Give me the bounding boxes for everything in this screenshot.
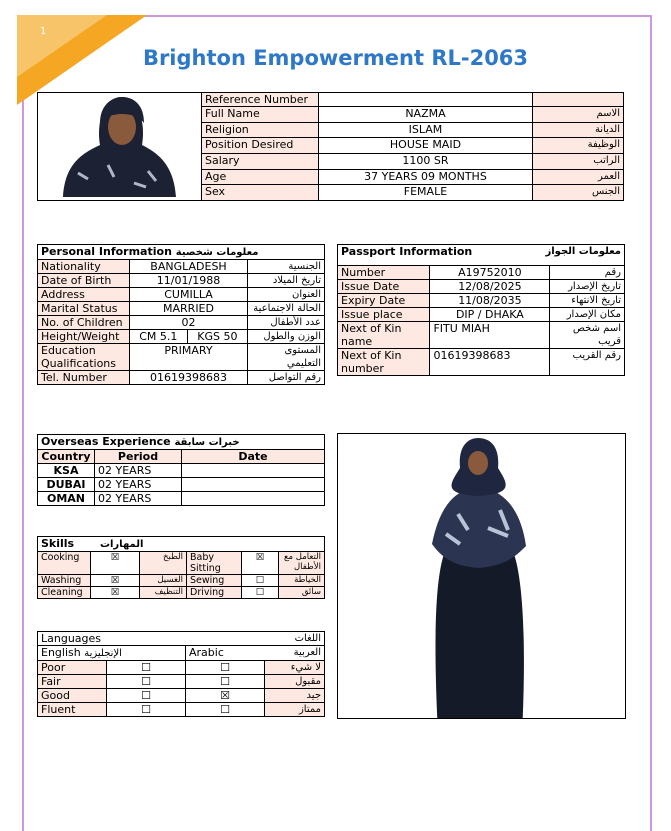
overseas-date <box>182 492 325 506</box>
dob-value: 11/01/1988 <box>130 274 248 288</box>
marital-value: MARRIED <box>130 302 248 316</box>
salary-ar: الراتب <box>533 153 624 169</box>
overseas-col-period: Period <box>95 450 182 464</box>
salary-value: 1100 SR <box>318 153 532 169</box>
weight-value: KGS 50 <box>187 330 247 344</box>
page-frame-left <box>22 15 24 831</box>
skill-checkbox[interactable]: ☐ <box>242 575 279 587</box>
kin-number-ar: رقم القريب <box>550 349 625 376</box>
overseas-country: OMAN <box>38 492 95 506</box>
english-checkbox[interactable]: ☐ <box>107 689 186 703</box>
language-level: Poor <box>38 661 107 675</box>
language-row <box>38 703 325 717</box>
english-header: English الإنجليزية <box>38 646 186 661</box>
arabic-checkbox[interactable]: ☐ <box>186 661 265 675</box>
issue-place-label: Issue place <box>338 308 430 322</box>
portrait-photo <box>38 93 201 197</box>
table-row <box>38 464 325 478</box>
issue-place-value: DIP / DHAKA <box>430 308 550 322</box>
ref-ar <box>533 93 624 107</box>
ref-value <box>318 93 532 107</box>
age-ar: العمر <box>533 169 624 185</box>
skills-heading: Skills المهارات <box>38 537 325 552</box>
skill-row <box>38 552 325 575</box>
address-label: Address <box>38 288 130 302</box>
skill-label: Cleaning <box>38 587 91 599</box>
overseas-date <box>182 478 325 492</box>
skill-label: Cooking <box>38 552 91 575</box>
language-row <box>38 675 325 689</box>
language-level: Fair <box>38 675 107 689</box>
skill-row <box>38 587 325 599</box>
name-value: NAZMA <box>318 107 532 123</box>
dob-label: Date of Birth <box>38 274 130 288</box>
full-body-figure-icon <box>338 434 625 719</box>
marital-ar: الحالة الاجتماعية <box>248 302 325 316</box>
education-label: Education Qualifications <box>38 344 130 371</box>
issue-date-ar: تاريخ الإصدار <box>550 280 625 294</box>
overseas-period: 02 YEARS <box>95 478 182 492</box>
skill-row <box>38 575 325 587</box>
language-level-ar: جيد <box>265 689 325 703</box>
skill-ar: التعامل مع الأطفال <box>279 552 325 575</box>
name-label: Full Name <box>202 107 319 123</box>
issue-date-label: Issue Date <box>338 280 430 294</box>
education-value: PRIMARY <box>130 344 248 371</box>
kin-ar: اسم شخص قريب <box>550 322 625 349</box>
skill-checkbox[interactable]: ☒ <box>91 552 140 575</box>
passport-info-table <box>337 244 625 376</box>
tel-label: Tel. Number <box>38 371 130 385</box>
language-level: Fluent <box>38 703 107 717</box>
language-level-ar: لا شيء <box>265 661 325 675</box>
religion-label: Religion <box>202 122 319 138</box>
ref-label: Reference Number <box>202 93 319 107</box>
expiry-date-label: Expiry Date <box>338 294 430 308</box>
sex-ar: الجنس <box>533 185 624 201</box>
sex-value: FEMALE <box>318 185 532 201</box>
table-row <box>38 492 325 506</box>
sex-label: Sex <box>202 185 319 201</box>
skills-table <box>37 536 325 599</box>
hw-ar: الوزن والطول <box>248 330 325 344</box>
skill-checkbox[interactable]: ☒ <box>91 587 140 599</box>
kin-number-label: Next of Kin number <box>338 349 430 376</box>
name-ar: الاسم <box>533 107 624 123</box>
position-ar: الوظيفة <box>533 138 624 154</box>
skill-label: Driving <box>187 587 242 599</box>
languages-heading-ar: اللغات <box>186 632 325 646</box>
language-level-ar: مقبول <box>265 675 325 689</box>
english-checkbox[interactable]: ☐ <box>107 675 186 689</box>
passport-number-label: Number <box>338 266 430 280</box>
page-frame-right <box>650 15 652 831</box>
overseas-heading: Overseas Experience خبرات سابقة <box>38 435 325 450</box>
overseas-country: KSA <box>38 464 95 478</box>
position-value: HOUSE MAID <box>318 138 532 154</box>
address-value: CUMILLA <box>130 288 248 302</box>
hw-label: Height/Weight <box>38 330 130 344</box>
skill-checkbox[interactable]: ☒ <box>242 552 279 575</box>
full-body-photo <box>337 433 626 719</box>
age-label: Age <box>202 169 319 185</box>
overseas-col-date: Date <box>182 450 325 464</box>
nationality-label: Nationality <box>38 260 130 274</box>
overseas-period: 02 YEARS <box>95 492 182 506</box>
children-label: No. of Children <box>38 316 130 330</box>
issue-place-ar: مكان الإصدار <box>550 308 625 322</box>
skill-ar: الغسيل <box>140 575 187 587</box>
address-ar: العنوان <box>248 288 325 302</box>
passport-number-value: A19752010 <box>430 266 550 280</box>
children-value: 02 <box>130 316 248 330</box>
skill-ar: الخياطة <box>279 575 325 587</box>
tel-value: 01619398683 <box>130 371 248 385</box>
portrait-photo-cell <box>38 93 202 201</box>
english-checkbox[interactable]: ☐ <box>107 703 186 717</box>
language-row <box>38 689 325 703</box>
english-checkbox[interactable]: ☐ <box>107 661 186 675</box>
overseas-col-country: Country <box>38 450 95 464</box>
overseas-table <box>37 434 325 506</box>
skill-checkbox[interactable]: ☐ <box>242 587 279 599</box>
height-value: CM 5.1 <box>130 330 188 344</box>
passport-heading: Passport Information معلومات الجواز <box>338 245 625 266</box>
skill-ar: الطبخ <box>140 552 187 575</box>
issue-date-value: 12/08/2025 <box>430 280 550 294</box>
overseas-period: 02 YEARS <box>95 464 182 478</box>
kin-value: FITU MIAH <box>430 322 550 349</box>
table-row <box>38 478 325 492</box>
arabic-checkbox[interactable]: ☐ <box>186 675 265 689</box>
education-ar: المستوى التعليمي <box>248 344 325 371</box>
skill-label: Washing <box>38 575 91 587</box>
skill-ar: سائق <box>279 587 325 599</box>
skill-ar: التنظيف <box>140 587 187 599</box>
arabic-checkbox[interactable]: ☐ <box>186 703 265 717</box>
personal-info-table <box>37 244 325 385</box>
passport-number-ar: رقم <box>550 266 625 280</box>
language-level-ar: ممتاز <box>265 703 325 717</box>
tel-ar: رقم التواصل <box>248 371 325 385</box>
arabic-checkbox[interactable]: ☒ <box>186 689 265 703</box>
overseas-date <box>182 464 325 478</box>
arabic-header: Arabic العربية <box>186 646 325 661</box>
personal-heading: Personal Information معلومات شخصية <box>38 245 325 260</box>
language-row <box>38 661 325 675</box>
kin-number-value: 01619398683 <box>430 349 550 376</box>
page-title: Brighton Empowerment RL-2063 <box>142 46 529 70</box>
dob-ar: تاريخ الميلاد <box>248 274 325 288</box>
position-label: Position Desired <box>202 138 319 154</box>
page-number: 1 <box>40 26 47 37</box>
expiry-date-ar: تاريخ الانتهاء <box>550 294 625 308</box>
languages-heading: Languages <box>38 632 186 646</box>
marital-label: Marital Status <box>38 302 130 316</box>
religion-value: ISLAM <box>318 122 532 138</box>
overseas-country: DUBAI <box>38 478 95 492</box>
kin-label: Next of Kin name <box>338 322 430 349</box>
skill-label: Sewing <box>187 575 242 587</box>
nationality-ar: الجنسية <box>248 260 325 274</box>
summary-table <box>37 92 624 201</box>
skill-label: Baby Sitting <box>187 552 242 575</box>
language-level: Good <box>38 689 107 703</box>
religion-ar: الديانة <box>533 122 624 138</box>
children-ar: عدد الأطفال <box>248 316 325 330</box>
salary-label: Salary <box>202 153 319 169</box>
skill-checkbox[interactable]: ☒ <box>91 575 140 587</box>
age-value: 37 YEARS 09 MONTHS <box>318 169 532 185</box>
languages-table <box>37 631 325 717</box>
expiry-date-value: 11/08/2035 <box>430 294 550 308</box>
nationality-value: BANGLADESH <box>130 260 248 274</box>
